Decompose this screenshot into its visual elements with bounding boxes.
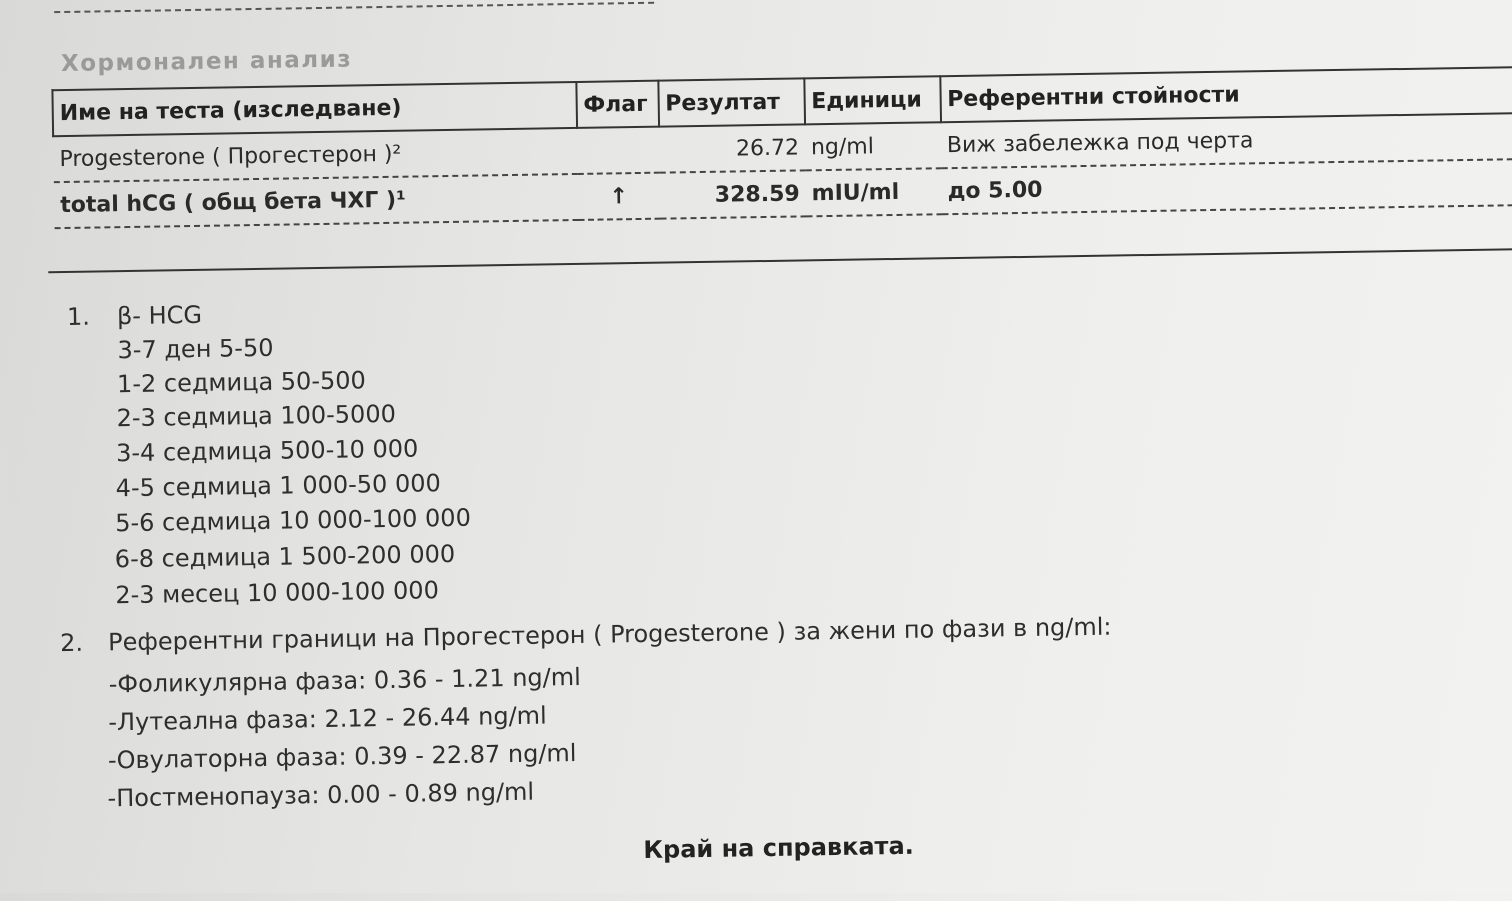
row-result: 328.59: [659, 170, 806, 218]
note1-line: 3-7 ден 5-50: [117, 333, 274, 365]
row-units: mIU/ml: [805, 168, 942, 216]
header-reference: Референтни стойности: [940, 67, 1512, 122]
note2-line: -Постменопауза: 0.00 - 0.89 ng/ml: [107, 777, 535, 813]
note1-title: β- HCG: [116, 300, 203, 331]
note2-title: Референтни граници на Прогестерон ( Progesterone ) за жени по фази в ng/ml:: [107, 612, 1112, 657]
note1-line: 5-6 седмица 10 000-100 000: [115, 503, 472, 538]
row-flag-up-arrow-icon: ↑: [577, 173, 660, 220]
note1-number: 1.: [66, 302, 91, 331]
row-reference: до 5.00: [941, 159, 1512, 214]
note1-line: 2-3 месец 10 000-100 000: [115, 576, 440, 610]
note2-line: -Лутеална фаза: 2.12 - 26.44 ng/ml: [108, 701, 547, 737]
row-result: 26.72: [659, 124, 806, 172]
row-units: ng/ml: [805, 122, 942, 170]
row-flag: [577, 127, 660, 174]
note1-line: 3-4 седмица 500-10 000: [115, 434, 419, 468]
header-units: Единици: [804, 76, 941, 124]
row-test-name: Progesterone ( Прогестерон )²: [53, 128, 577, 182]
section-divider: [48, 248, 1512, 273]
note2-line: -Фоликулярна фаза: 0.36 - 1.21 ng/ml: [108, 662, 582, 699]
section-title: Хормонален анализ: [60, 46, 353, 78]
header-flag: Флаг: [576, 81, 659, 128]
report-end-text: Край на справката.: [643, 831, 914, 864]
results-table: [51, 66, 1512, 229]
row-reference: Виж забележка под черта: [941, 113, 1512, 168]
row-test-name: total hCG ( общ бета ЧХГ )¹: [54, 174, 578, 228]
header-result: Резултат: [658, 78, 805, 126]
note1-line: 1-2 седмица 50-500: [116, 366, 367, 399]
note2-number: 2.: [59, 628, 84, 658]
note1-line: 6-8 седмица 1 500-200 000: [114, 539, 456, 574]
note1-line: 2-3 седмица 100-5000: [116, 399, 397, 433]
note2-line: -Овулаторна фаза: 0.39 - 22.87 ng/ml: [107, 739, 577, 775]
cut-off-previous-section: [54, 0, 654, 13]
header-test-name: Име на теста (изследване): [52, 82, 576, 136]
note1-line: 4-5 седмица 1 000-50 000: [115, 469, 441, 503]
